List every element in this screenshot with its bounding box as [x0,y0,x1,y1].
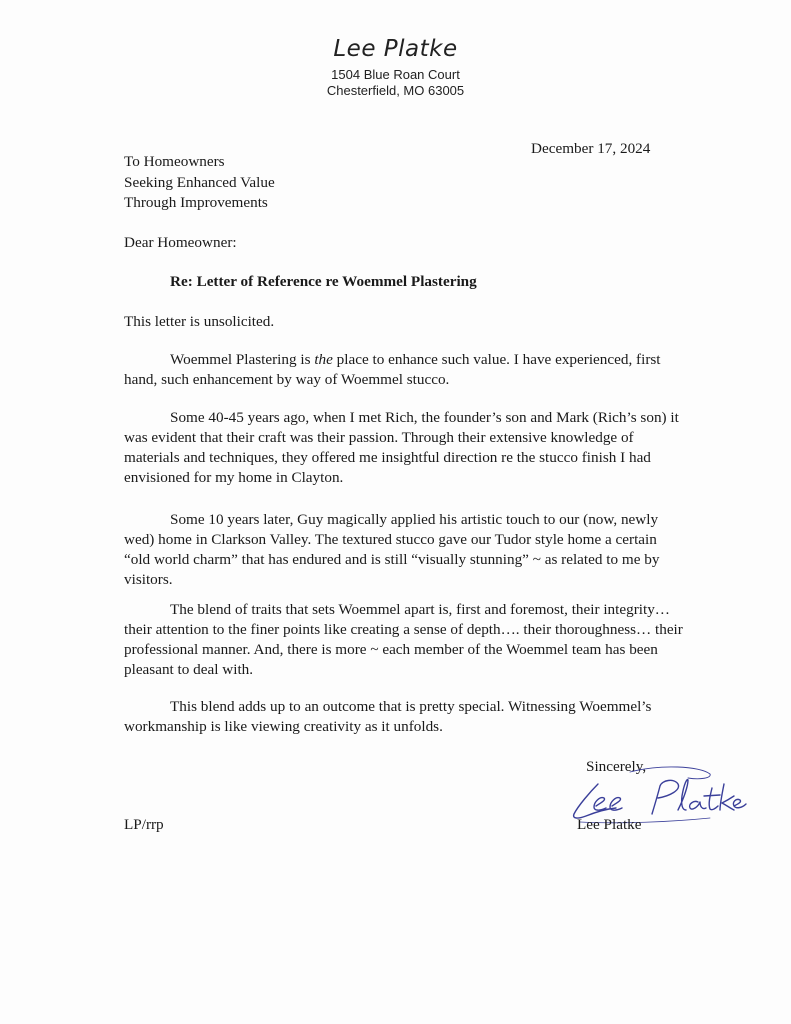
recipient-line: Through Improvements [124,194,268,211]
letterhead-name: Lee Platke [333,36,458,62]
paragraph [124,350,686,390]
recipient-block [124,152,424,214]
letterhead-address-line2: Chesterfield, MO 63005 [326,83,465,98]
closing: Sincerely, [586,758,647,775]
paragraph-text: place to enhance such value. I have experienced, first hand, such enhancement by way of Woemmel stucco. [124,351,661,388]
subject-line: Re: Letter of Reference re Woemmel Plastering [170,273,477,290]
letter-date: December 17, 2024 [531,140,651,157]
emphasis-text: the [314,351,333,368]
paragraph-text: Woemmel Plastering is [170,351,315,368]
recipient-line: Seeking Enhanced Value [124,173,275,191]
salutation: Dear Homeowner: [124,234,237,251]
paragraph: The blend of traits that sets Woemmel apart is, first and foremost, their integrity… their attention to the finer points like creating a sense of depth…. their thoroughness… their professional manner. And, there is more ~ each member of the Woemmel team has been pleasant to deal with. [124,601,683,678]
paragraph: Some 10 years later, Guy magically applied his artistic touch to our (now, newly wed) home in Clarkson Valley. The textured stucco gave our Tudor style home a certain “old world charm” that has endured and is still “visually stunning” ~ as related to me by visitors. [124,511,660,588]
paragraph: This letter is unsolicited. [124,313,275,330]
letterhead-address-line1: 1504 Blue Roan Court [331,67,460,82]
paragraph: This blend adds up to an outcome that is pretty special. Witnessing Woemmel’s workmanship is like viewing creativity as it unfolds. [124,698,652,735]
paragraph: Some 40-45 years ago, when I met Rich, the founder’s son and Mark (Rich’s son) it was evident that their craft was their passion. Through their extensive knowledge of materials and techniques, they offered me insightful direction re the stucco finish I had envisioned for my home in Clayton. [124,409,679,486]
typist-initials: LP/rrp [124,816,164,833]
recipient-line: To Homeowners [124,153,225,170]
typed-signature-name: Lee Platke [577,816,642,833]
